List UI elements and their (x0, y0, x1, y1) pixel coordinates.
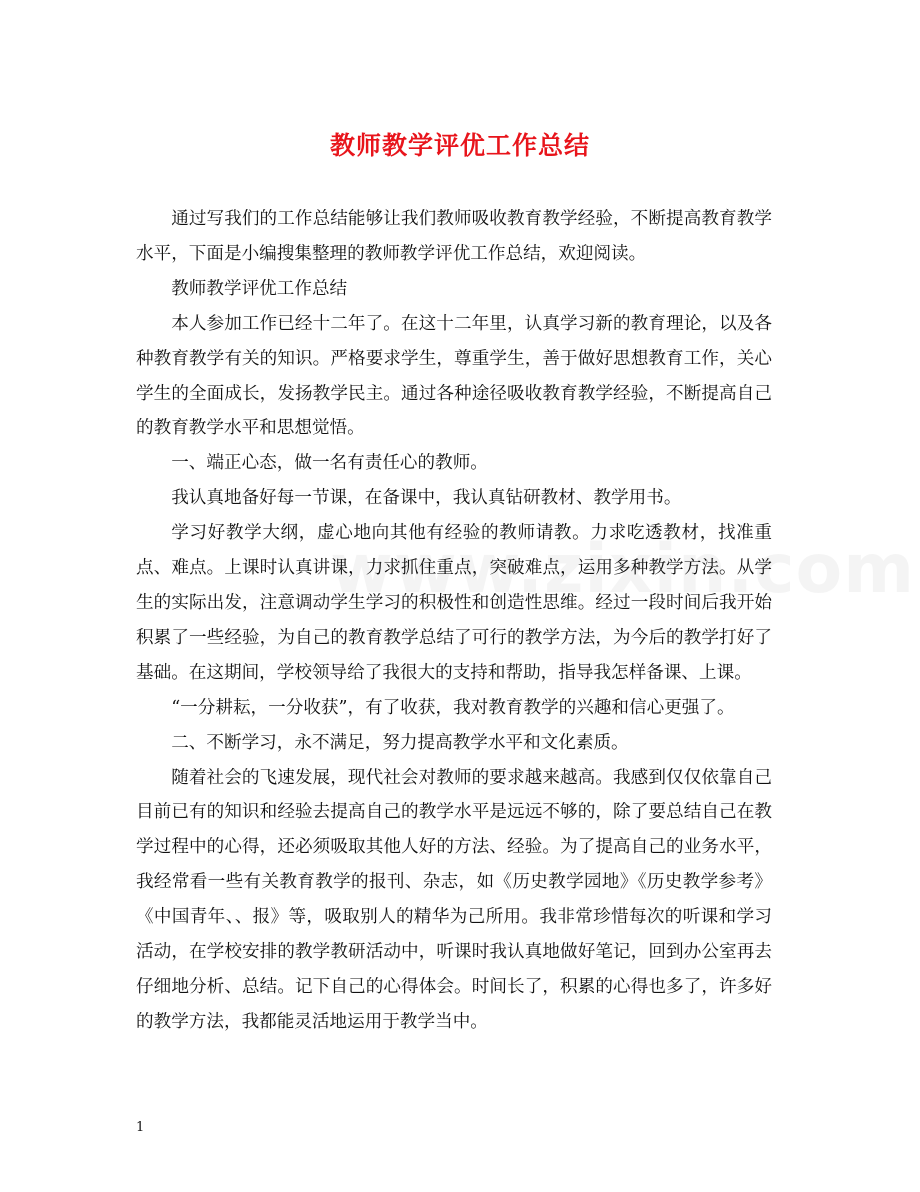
intro-paragraph: 通过写我们的工作总结能够让我们教师吸收教育教学经验，不断提高教育教学水平，下面是小编搜集整理的教师教学评优工作总结，欢迎阅读。 (136, 209, 772, 264)
paragraph-continuous-learning: 随着社会的飞速发展，现代社会对教师的要求越来越高。我感到仅仅依靠自己目前已有的知识和经验去提高自己的教学水平是远远不够的，除了要总结自己在教学过程中的心得，还必须吸取其他人好的方法、经验。为了提高自己的业务水平，我经常看一些有关教育教学的报刊、杂志，如《历史教学园地》《历史教学参考》《中国青年、、报》等，吸取别人的精华为己所用。我非常珍惜每次的听课和学习活动，在学校安排的教学教研活动中，听课时我认真地做好笔记，回到办公室再去仔细地分析、总结。记下自己的心得体会。时间长了，积累的心得也多了，许多好的教学方法，我都能灵活地运用于教学当中。 (136, 767, 772, 1032)
document-title: 教师教学评优工作总结 (329, 131, 590, 160)
paragraph-experience: 本人参加工作已经十二年了。在这十二年里，认真学习新的教育理论，以及各种教育教学有关的知识。严格要求学生，尊重学生，善于做好思想教育工作，关心学生的全面成长，发扬教学民主。通过各种途径吸收教育教学经验，不断提高自己的教育教学水平和思想觉悟。 (136, 313, 772, 439)
section-heading-2: 二、不断学习，永不满足，努力提高教学水平和文化素质。 (171, 732, 629, 753)
section-heading-1: 一、端正心态，做一名有责任心的教师。 (171, 453, 488, 474)
paragraph-harvest: “一分耕耘，一分收获”，有了收获，我对教育教学的兴趣和信心更强了。 (171, 697, 735, 718)
subtitle-paragraph: 教师教学评优工作总结 (171, 278, 348, 299)
paragraph-preparation: 我认真地备好每一节课，在备课中，我认真钻研教材、教学用书。 (171, 488, 682, 509)
document-body (136, 202, 772, 1040)
page-number: 1 (136, 1120, 145, 1135)
paragraph-teaching-methods: 学习好教学大纲，虚心地向其他有经验的教师请教。力求吃透教材，找准重点、难点。上课时认真讲课，力求抓住重点，突破难点，运用多种教学方法。从学生的实际出发，注意调动学生学习的积极性和创造性思维。经过一段时间后我开始积累了一些经验，为自己的教育教学总结了可行的教学方法，为今后的教学打好了基础。在这期间，学校领导给了我很大的支持和帮助，指导我怎样备课、上课。 (136, 523, 772, 683)
